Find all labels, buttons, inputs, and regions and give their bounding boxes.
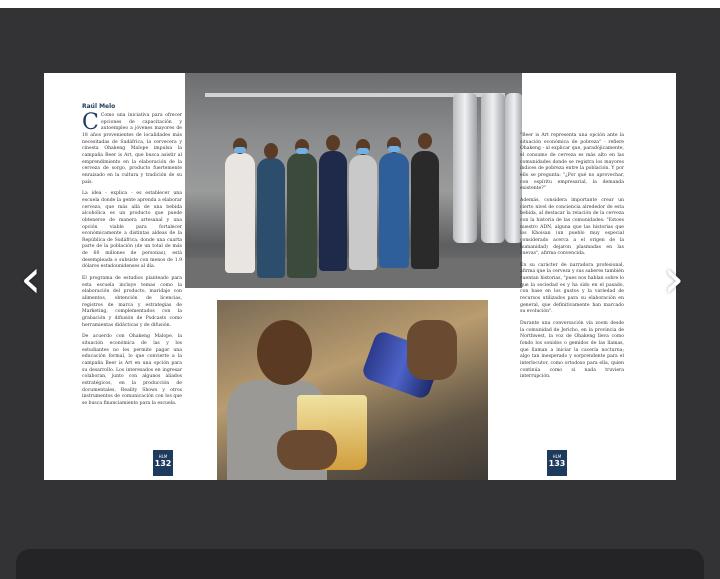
next-page-button[interactable]: ›: [663, 247, 685, 310]
person: [379, 153, 409, 268]
page-number: 132: [154, 459, 172, 468]
magazine-spread: [44, 73, 676, 480]
author-byline: Raúl Melo: [82, 103, 116, 110]
paragraph: Durante una conversación vía zoom desde la comunidad de Jericho, en la provincia de Northwest, la voz de Ohakeng lleva como fondo los sonidos o gemidos de las llamas, que llaman a iniciar la cacería nocturna; algo tan inesperado y sorprendente para el interlocutor, como ortodoxo para ella, quien continúa como si nada truviera interrupción.: [520, 321, 624, 380]
brewery-tank: [453, 93, 477, 243]
paragraph: "Beer is Art representa una opción ante la situación económica de pobreza" - refiere Ohakeng - al explicar que, paradójicamente, el consumo de cerveza es más alto en las comunidades donde se registra los mayores índices de pobreza entre la población. Y por ello se pregunta: "¿Por qué no aprovechar, con espíritu empresarial, la demanda existente?": [520, 133, 624, 192]
face-mask: [357, 148, 369, 154]
magazine-mark: HLM: [158, 454, 168, 459]
person: [287, 153, 317, 278]
person-head: [418, 133, 432, 149]
previous-page-button[interactable]: ‹: [20, 247, 42, 310]
smiling-face: [257, 320, 312, 385]
paragraph: C Como una iniciativa para ofrecer opciones de capacitación y autoempleo a jóvenes mayores de 18 años provenientes de localidades más necesitadas de Sudáfrica, la cervecera y cinesta Ohakeng Malope impulsa la campaña Beer is Art, que busca asistir al emprendimiento en la elaboración de la cerveza de sorgo, producto fuertemente enraizado en la cultura y tradición de su país.: [82, 110, 182, 185]
page-number: 133: [548, 459, 566, 468]
magazine-mark: HLM: [552, 454, 562, 459]
group-photo: [185, 73, 522, 288]
paragraph: La idea - explica - es establecer una escuela donde la gente aprenda a elaborar cerveza, que más allá de una bebida alcohólica es un producto que puede obtenerse de manera artesanal y una opción viable para fortalecer económicamente a distintas aldeas de la República de Sudáfrica, donde una cuarta parte de la población (de un total de más de 60 millones de personas), está desempleada o subsiste con menos de 1.9 dólares estadounidenses al día.: [82, 191, 182, 270]
person: [411, 151, 439, 269]
paragraph: Además, considera importante crear un cierto nivel de conciencia alrededor de esta bebida, al destacar la relación de la cerveza con la historia de las comunidades: "Estoes nuestro ADN, alguna que las historias que los Khoisan (un pueblo muy especial considerado acerca a el origen de la humanidad) dejaron plasmadas en las cuevas", afirma convencida.: [520, 197, 624, 257]
left-text-column: [82, 110, 182, 413]
paragraph: De acuerdo con Ohakeng Malope, la situación económica de las y los estudiantes no les permite pagar una educación formal, lo que convierte a la campaña Beer is Art en una opción para su desarrollo. Los interesados en ingresar colaboran, junto con algunos aliados estratégicos, en la producción de documentales, Reality Shows y otros instrumentos de comunicación con los que se busca financiamiento para la escuela.: [82, 334, 182, 406]
face-mask: [296, 148, 308, 154]
beer-pour-photo: [217, 300, 488, 480]
paragraph: El programa de estudios planteado para esta escuela incluye temas como la elaboración del producto, maridaje con alimentos, obtención de licencias, registros de marca y estrategias de Marketing, complementados con la grabación y difusión de Podcasts como herramientas didácticas y de difusión.: [82, 276, 182, 328]
page-number-badge-right: [547, 450, 567, 476]
person: [319, 151, 347, 271]
drop-cap: C: [82, 110, 99, 135]
person: [257, 158, 285, 278]
face-mask: [388, 146, 400, 152]
hand: [277, 430, 337, 470]
person: [349, 155, 377, 270]
person: [225, 153, 255, 273]
person-head: [326, 135, 340, 151]
paragraph: En su carácter de narradora profesional, afirma que la cerveza y sus saberes también cuentan historias, "pues nos hablan sobre lo que la sociedad es y ha sido en el pasado, con base en los gustos y la variedad de recursos utilizados para su elaboración en general, que definitivamente han marcado su evolución".: [520, 262, 624, 315]
person-head: [264, 143, 278, 159]
page-number-badge-left: [153, 450, 173, 476]
brewery-tank: [481, 93, 505, 243]
face-mask: [234, 147, 246, 153]
bottom-toolbar: [16, 549, 704, 579]
right-text-column: [520, 133, 624, 386]
hand: [407, 320, 457, 380]
top-bar: [0, 0, 720, 8]
